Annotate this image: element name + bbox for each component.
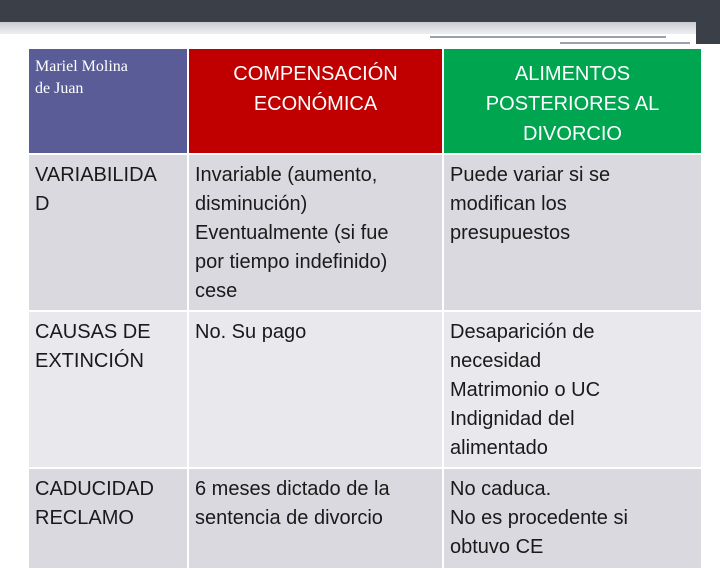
compensacion-header: COMPENSACIÓN ECONÓMICA: [188, 48, 443, 154]
table-cell: 6 meses dictado de la sentencia de divorcio: [188, 468, 443, 569]
table-cell: Invariable (aumento, disminución) Eventualmente (si fue por tiempo indefinido) cese: [188, 154, 443, 311]
slide-corner-accent: [696, 0, 720, 44]
author-cell: Mariel Molina de Juan: [28, 48, 188, 154]
table-row: [28, 311, 702, 468]
row-label-variabilidad: VARIABILIDA D: [28, 154, 188, 311]
table-row: [28, 154, 702, 311]
slide-accent-line: [560, 42, 690, 44]
slide-accent-line: [430, 36, 666, 38]
table-row: [28, 468, 702, 569]
table-cell: No caduca. No es procedente si obtuvo CE: [443, 468, 702, 569]
table-header-row: [28, 48, 702, 154]
table-cell: No. Su pago: [188, 311, 443, 468]
alimentos-header: ALIMENTOS POSTERIORES AL DIVORCIO: [443, 48, 702, 154]
slide-top-bar: [0, 0, 720, 22]
comparison-table: [27, 47, 703, 570]
row-label-caducidad: CADUCIDAD RECLAMO: [28, 468, 188, 569]
table-cell: Puede variar si se modifican los presupuestos: [443, 154, 702, 311]
table-cell: Desaparición de necesidad Matrimonio o UC Indignidad del alimentado: [443, 311, 702, 468]
slide-top-shade: [0, 22, 720, 34]
row-label-causas: CAUSAS DE EXTINCIÓN: [28, 311, 188, 468]
